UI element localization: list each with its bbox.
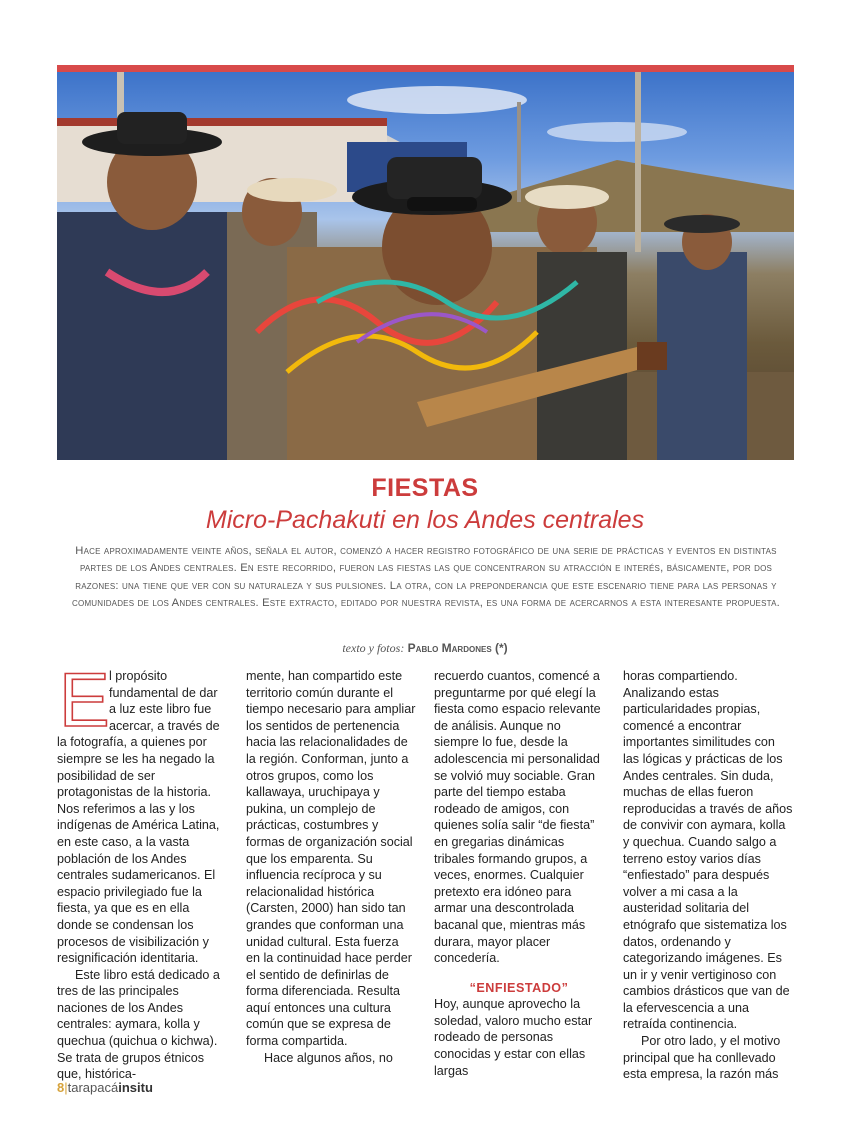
paragraph: Hace algunos años, no <box>264 1050 393 1065</box>
paragraph: Este libro está dedicado a tres de las principales naciones de los Andes centrales: aymara, kolla y quechua (quichua o kichwa). Se trata de grupos étnicos que, histórica- <box>57 967 220 1082</box>
brand-bold: insitu <box>118 1080 153 1095</box>
brand-light: tarapacá <box>67 1080 119 1095</box>
footer-separator: | <box>64 1080 68 1095</box>
article-lead: Hace aproximadamente veinte años, señala el autor, comenzó a hacer registro fotográfico de una serie de prácticas y eventos en distintas partes de los Andes centrales. En este recorrido, fueron las fiestas las que concentraron su atracción e interés, básicamente, por dos razones: una tiene que ver con su naturaleza y sus pulsiones. La otra, con la preponderancia que este escenario tiene para las personas y comunidades de los Andes centrales. Este extracto, editado por nuestra revista, es una forma de acercarnos a esta interesante propuesta. <box>72 545 780 610</box>
page-footer <box>57 1080 153 1095</box>
article-title: FIESTAS <box>371 474 479 502</box>
photo-andean-festival <box>57 72 794 460</box>
dropcap-letter <box>57 658 110 743</box>
page-number: 8 <box>57 1080 65 1095</box>
article-subtitle: Micro-Pachakuti en los Andes centrales <box>205 506 645 534</box>
credit-name: Pablo Mardones (*) <box>407 641 508 655</box>
paragraph: l propósito fundamental de dar a luz este libro fue acercar, a través de la fotografía, a quienes por siempre se les ha negado la posibilidad de ser protagonistas de la historia. Nos referimos a las y los indígenas de América Latina, en este caso, a la vasta población de los Andes centrales sudamericanos. El espacio privilegiado fue la fiesta, ya que es en ella donde se condensan los procesos de visibilización y resignificación identitaria. <box>57 669 220 966</box>
svg-text:E: E <box>59 658 110 743</box>
header-accent-bar <box>57 65 794 72</box>
credit-label: texto y fotos: <box>342 641 405 655</box>
paragraph: recuerdo cuantos, comencé a preguntarme por qué elegí la fiesta como espacio relevante de análisis. Aunque no siempre lo fue, desde la adolescencia mi personalidad se volvió muy sociable. Gran parte del tiempo estaba rodeado de amigos, con quienes solía salir “de fiesta” en gregarias dinámicas tribales formando grupos, a veces, enormes. Cualquier pretexto era idóneo para armar una descontrolada bacanal que, mientras más durara, mayor placer concedería. <box>434 669 601 966</box>
text-column-1 <box>57 658 227 1083</box>
paragraph: Hoy, aunque aprovecho la soledad, valoro mucho estar rodeado de personas conocidas y estar con ellas largas <box>434 997 593 1078</box>
paragraph: mente, han compartido este territorio común durante el tiempo necesario para ampliar los sentidos de pertenencia hacia las relacionalidades de la región. Conforman, junto a otros grupos, como los kallawaya, uruchipaya y pukina, un complejo de prácticas, costumbres y formas de organización social que los emparenta. Su influencia recíproca y su relacionalidad histórica (Carsten, 2000) han sido tan grandes que conforman una unidad cultural. Esta fuerza en la continuidad hace perder el sentido de definirlas de forma diferenciada. Resulta aquí entonces una cultura común que se expresa de forma compartida. <box>246 669 416 1049</box>
article-credit <box>0 641 850 656</box>
section-heading: “ENFIESTADO” <box>469 980 569 995</box>
text-column-4 <box>623 668 793 1083</box>
photo-illustration <box>57 72 794 460</box>
text-column-3 <box>434 668 604 1079</box>
paragraph: Por otro lado, y el motivo principal que ha conllevado esta empresa, la razón más <box>623 1034 781 1082</box>
text-column-2 <box>246 668 416 1066</box>
paragraph: horas compartiendo. Analizando estas particularidades propias, comencé a encontrar importantes similitudes con las lógicas y prácticas de los Andes centrales. Sin duda, muchas de ellas fueron reproducidas a través de años de convivir con aymara, kolla y quechua. Cuando salgo a terreno estoy varios días “enfiestado” para después volver a mi casa a la austeridad solitaria del etnógrafo que sistematiza los datos, ordenando y categorizando imágenes. Es un ir y venir vertiginoso con cambios drásticos que van de la efervescencia a una retraída continencia. <box>623 669 793 1032</box>
